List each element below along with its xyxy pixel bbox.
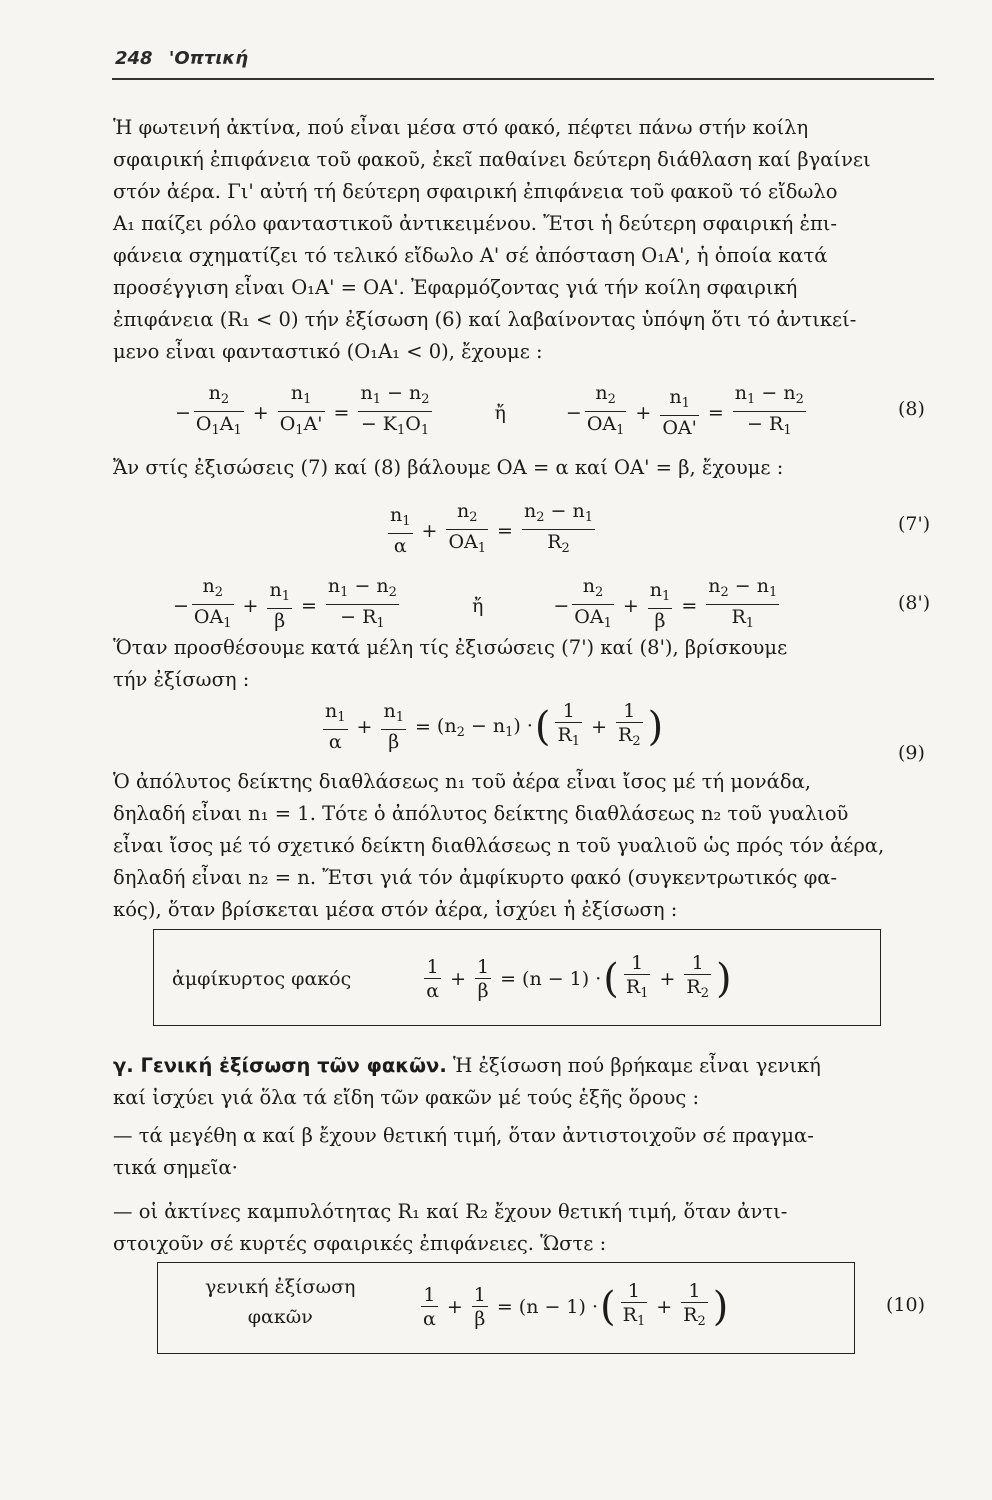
text-line: εἶναι ἴσος μέ τό σχετικό δείκτη διαθλάσεως n τοῦ γυαλιοῦ ὡς πρός τόν ἀέρα, bbox=[113, 834, 885, 857]
or-word: ἤ bbox=[494, 401, 506, 424]
text-line: — τά μεγέθη α καί β ἔχουν θετική τιμή, ὅταν ἀντιστοιχοῦν σέ πραγμα- bbox=[113, 1124, 814, 1147]
text-line: μενο εἶναι φανταστικό (O₁A₁ < 0), ἔχουμε : bbox=[113, 340, 543, 363]
text-line: — οἱ ἀκτίνες καμπυλότητας R₁ καί R₂ ἔχουν θετική τιμή, ὅταν ἀντι- bbox=[113, 1200, 788, 1223]
text-line: στοιχοῦν σέ κυρτές σφαιρικές ἐπιφάνειες. Ὥστε : bbox=[113, 1232, 607, 1255]
chapter-title: 'Οπτική bbox=[168, 48, 249, 69]
text-line: προσέγγιση εἶναι O₁A' = OA'. Ἐφαρμόζοντας γιά τήν κοίλη σφαιρική bbox=[113, 276, 798, 299]
text-line: Ὅταν προσθέσουμε κατά μέλη τίς ἐξισώσεις (7') καί (8'), βρίσκουμε bbox=[113, 636, 788, 659]
equation-7-prime: $\frac{n_1}{\alpha}$ + $\frac{n_2}{OA_1}$ = $\frac{n_2 - n_1}{R_2}$ bbox=[385, 500, 598, 561]
equation-label-10: (10) bbox=[886, 1294, 926, 1316]
paragraph-3 bbox=[113, 632, 935, 696]
equation-label-7-prime: (7') bbox=[898, 513, 931, 535]
box-label: ἀμφίκυρτος φακός bbox=[172, 968, 352, 990]
paragraph-5 bbox=[113, 1050, 935, 1260]
text-line: Ἄν στίς ἐξισώσεις (7) καί (8) βάλουμε OA = α καί OA' = β, ἔχουμε : bbox=[113, 456, 784, 479]
text-line: τήν ἐξίσωση : bbox=[113, 668, 250, 691]
biconvex-lens-equation: ἀμφίκυρτος φακός $\frac{1}{\alpha}$ + $\frac{1}{\beta}$ = (n − 1) · ( $\frac{1}{R_1}$ + $\frac{1}{R_2}$ ) bbox=[172, 952, 734, 1006]
paragraph-2 bbox=[113, 452, 935, 484]
text-line: Ἡ ἐξίσωση πού βρήκαμε εἶναι γενική bbox=[452, 1054, 821, 1077]
general-lens-equation: $\frac{1}{\alpha}$ + $\frac{1}{\beta}$ = (n − 1) · ( $\frac{1}{R_1}$ + $\frac{1}{R_2}$ ) bbox=[418, 1280, 730, 1334]
text-line: σφαιρική ἐπιφάνεια τοῦ φακοῦ, ἐκεῖ παθαίνει δεύτερη διάθλαση καί βγαίνει bbox=[113, 148, 871, 171]
equation-8-prime: − $\frac{n_2}{OA_1}$ + $\frac{n_1}{\beta}$ = $\frac{n_1 - n_2}{- R_1}$ ἤ − $\frac{n_2}{OA_1}$ + $\frac{n_1}{\beta}$ = $\frac{n_2 - n_1}{R_1}$ bbox=[173, 575, 782, 636]
equation-label-8-prime: (8') bbox=[898, 592, 931, 614]
text-line: κός), ὅταν βρίσκεται μέσα στόν ἀέρα, ἰσχύει ἡ ἐξίσωση : bbox=[113, 898, 678, 921]
paragraph-1 bbox=[113, 112, 935, 368]
equation-8: − $\frac{n_2}{O_1A_1}$ + $\frac{n_1}{O_1A'}$ = $\frac{n_1 - n_2}{- K_1O_1}$ ἤ − $\frac{n_2}{OA_1}$ + $\frac{n_1}{OA'}$ = $\frac{n_1 - n_2}{- R_1}$ bbox=[175, 382, 809, 443]
page-header bbox=[115, 48, 935, 69]
text-line: Ὁ ἀπόλυτος δείκτης διαθλάσεως n₁ τοῦ ἀέρα εἶναι ἴσος μέ τή μονάδα, bbox=[113, 770, 811, 793]
box-label-line: γενική ἐξίσωση bbox=[205, 1276, 356, 1298]
text-line: τικά σημεῖα· bbox=[113, 1156, 238, 1179]
text-line: καί ἰσχύει γιά ὅλα τά εἴδη τῶν φακῶν μέ τούς ἑξῆς ὅρους : bbox=[113, 1086, 700, 1109]
equation-label-9: (9) bbox=[898, 742, 925, 764]
text-line: φάνεια σχηματίζει τό τελικό εἴδωλο A' σέ ἀπόσταση O₁A', ἡ ὁποία κατά bbox=[113, 244, 828, 267]
equation-9: $\frac{n_1}{\alpha}$ + $\frac{n_1}{\beta}$ = $(n_2 - n_1)$ · ( $\frac{1}{R_1}$ + $\frac{1}{R_2}$ ) bbox=[325, 700, 664, 753]
text-line: Ἡ φωτεινή ἀκτίνα, πού εἶναι μέσα στό φακό, πέφτει πάνω στήν κοίλη bbox=[113, 116, 809, 139]
page-number: 248 bbox=[115, 48, 153, 69]
text-line: ἐπιφάνεια (R₁ < 0) τήν ἐξίσωση (6) καί λαβαίνοντας ὑπόψη ὅτι τό ἀντικεί- bbox=[113, 308, 857, 331]
text-line: δηλαδή εἶναι n₂ = n. Ἔτσι γιά τόν ἀμφίκυρτο φακό (συγκεντρωτικός φα- bbox=[113, 866, 838, 889]
equation-label-8: (8) bbox=[898, 398, 925, 420]
text-line: δηλαδή εἶναι n₁ = 1. Τότε ὁ ἀπόλυτος δείκτης διαθλάσεως n₂ τοῦ γυαλιοῦ bbox=[113, 802, 849, 825]
text-line: στόν ἀέρα. Γι' αὐτή τή δεύτερη σφαιρική ἐπιφάνεια τοῦ φακοῦ τό εἴδωλο bbox=[113, 180, 838, 203]
header-rule bbox=[112, 78, 934, 80]
box-label bbox=[205, 1272, 355, 1332]
or-word: ἤ bbox=[471, 594, 484, 617]
box-label-line: φακῶν bbox=[247, 1306, 313, 1328]
text-line: A₁ παίζει ρόλο φανταστικοῦ ἀντικειμένου. Ἔτσι ἡ δεύτερη σφαιρική ἐπι- bbox=[113, 212, 838, 235]
section-title: γ. Γενική ἐξίσωση τῶν φακῶν. bbox=[113, 1054, 447, 1077]
paragraph-4 bbox=[113, 766, 935, 926]
